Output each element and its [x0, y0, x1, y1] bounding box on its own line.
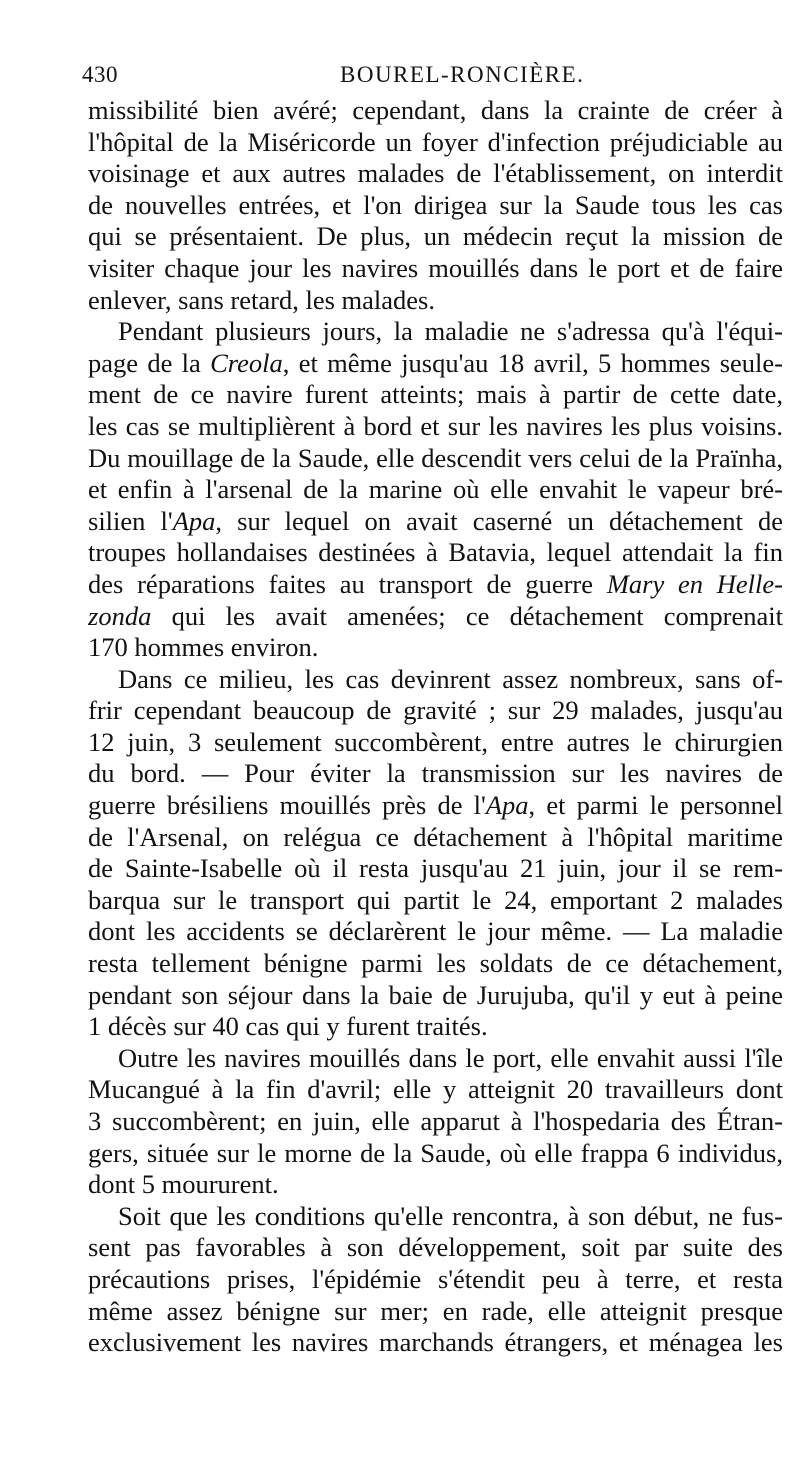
text-line: sent pas favorables à son développement, soit par suite des [88, 1232, 783, 1263]
text-line: Du mouillage de la Saude, elle descendit vers celui de la Praïnha, [88, 442, 783, 473]
text-line: exclusivement les navires marchands étrangers, et ménagea les [88, 1327, 783, 1358]
text-line: Dans ce milieu, les cas devinrent assez nombreux, sans of- [118, 663, 783, 694]
text-line: 1 décès sur 40 cas qui y furent traités. [88, 1011, 488, 1042]
text-line: de l'Arsenal, on relégua ce détachement à l'hôpital maritime [88, 821, 783, 852]
text-line: et enfin à l'arsenal de la marine où elle envahit le vapeur bré- [88, 474, 783, 505]
text-line: 12 juin, 3 seulement succombèrent, entre autres le chirurgien [88, 726, 783, 757]
text-line: Outre les navires mouillés dans le port, elle envahit aussi l'île [118, 1042, 783, 1073]
text-line: précautions prises, l'épidémie s'étendit peu à terre, et resta [88, 1263, 783, 1294]
text-line: 170 hommes environ. [88, 632, 319, 663]
text-line: page de la Creola, et même jusqu'au 18 avril, 5 hommes seule- [88, 347, 783, 378]
text-line: guerre brésiliens mouillés près de l'Apa, et parmi le personnel [88, 790, 783, 821]
text-line: barqua sur le transport qui partit le 24, emportant 2 malades [88, 884, 783, 915]
text-line: missibilité bien avéré; cependant, dans la crainte de créer à [88, 95, 783, 125]
text-line: frir cependant beaucoup de gravité ; sur 29 malades, jusqu'au [88, 695, 783, 726]
text-line: 3 succombèrent; en juin, elle apparut à l'hospedaria des Étran- [88, 1106, 783, 1136]
text-line: des réparations faites au transport de guerre Mary en Helle- [88, 568, 783, 599]
text-line: visiter chaque jour les navires mouillés dans le port et de faire [88, 252, 783, 283]
text-line: Pendant plusieurs jours, la maladie ne s'adressa qu'à l'équi- [118, 316, 783, 347]
text-line: zonda qui les avait amenées; ce détachement comprenait [88, 600, 783, 631]
text-line: l'hôpital de la Miséricorde un foyer d'infection préjudiciable au [88, 126, 783, 157]
text-line: de nouvelles entrées, et l'on dirigea sur la Saude tous les cas [88, 189, 783, 220]
text-line: dont 5 moururent. [88, 1169, 279, 1200]
text-line: même assez bénigne sur mer; en rade, elle atteignit presque [88, 1295, 783, 1326]
text-line: resta tellement bénigne parmi les soldats de ce détachement, [88, 948, 783, 979]
text-line: silien l'Apa, sur lequel on avait caserné un détachement de [88, 505, 783, 536]
text-line: ment de ce navire furent atteints; mais à partir de cette date, [88, 379, 783, 410]
page-number: 430 [82, 62, 118, 87]
text-line: pendant son séjour dans la baie de Jurujuba, qu'il y eut à peine [88, 979, 783, 1010]
text-line: les cas se multiplièrent à bord et sur les navires les plus voisins. [88, 410, 783, 441]
text-line: troupes hollandaises destinées à Batavia, lequel attendait la fin [88, 537, 783, 568]
running-head [82, 62, 782, 90]
text-line: dont les accidents se déclarèrent le jour même. — La maladie [88, 916, 783, 947]
text-line: Soit que les conditions qu'elle rencontra, à son début, ne fus- [118, 1200, 783, 1231]
text-line: qui se présentaient. De plus, un médecin reçut la mission de [88, 221, 783, 252]
text-line: de Sainte-Isabelle où il resta jusqu'au 21 juin, jour il se rem- [88, 853, 783, 884]
text-line: gers, située sur le morne de la Saude, où elle frappa 6 individus, [88, 1137, 783, 1168]
running-head-title: BOUREL-RONCIÈRE. [340, 62, 585, 87]
body-text [88, 95, 783, 1359]
text-line: enlever, sans retard, les malades. [88, 284, 435, 315]
text-line: Mucangué à la fin d'avril; elle y atteignit 20 travailleurs dont [88, 1074, 783, 1105]
text-line: du bord. — Pour éviter la transmission sur les navires de [88, 758, 783, 789]
text-line: voisinage et aux autres malades de l'établissement, on interdit [88, 158, 783, 189]
